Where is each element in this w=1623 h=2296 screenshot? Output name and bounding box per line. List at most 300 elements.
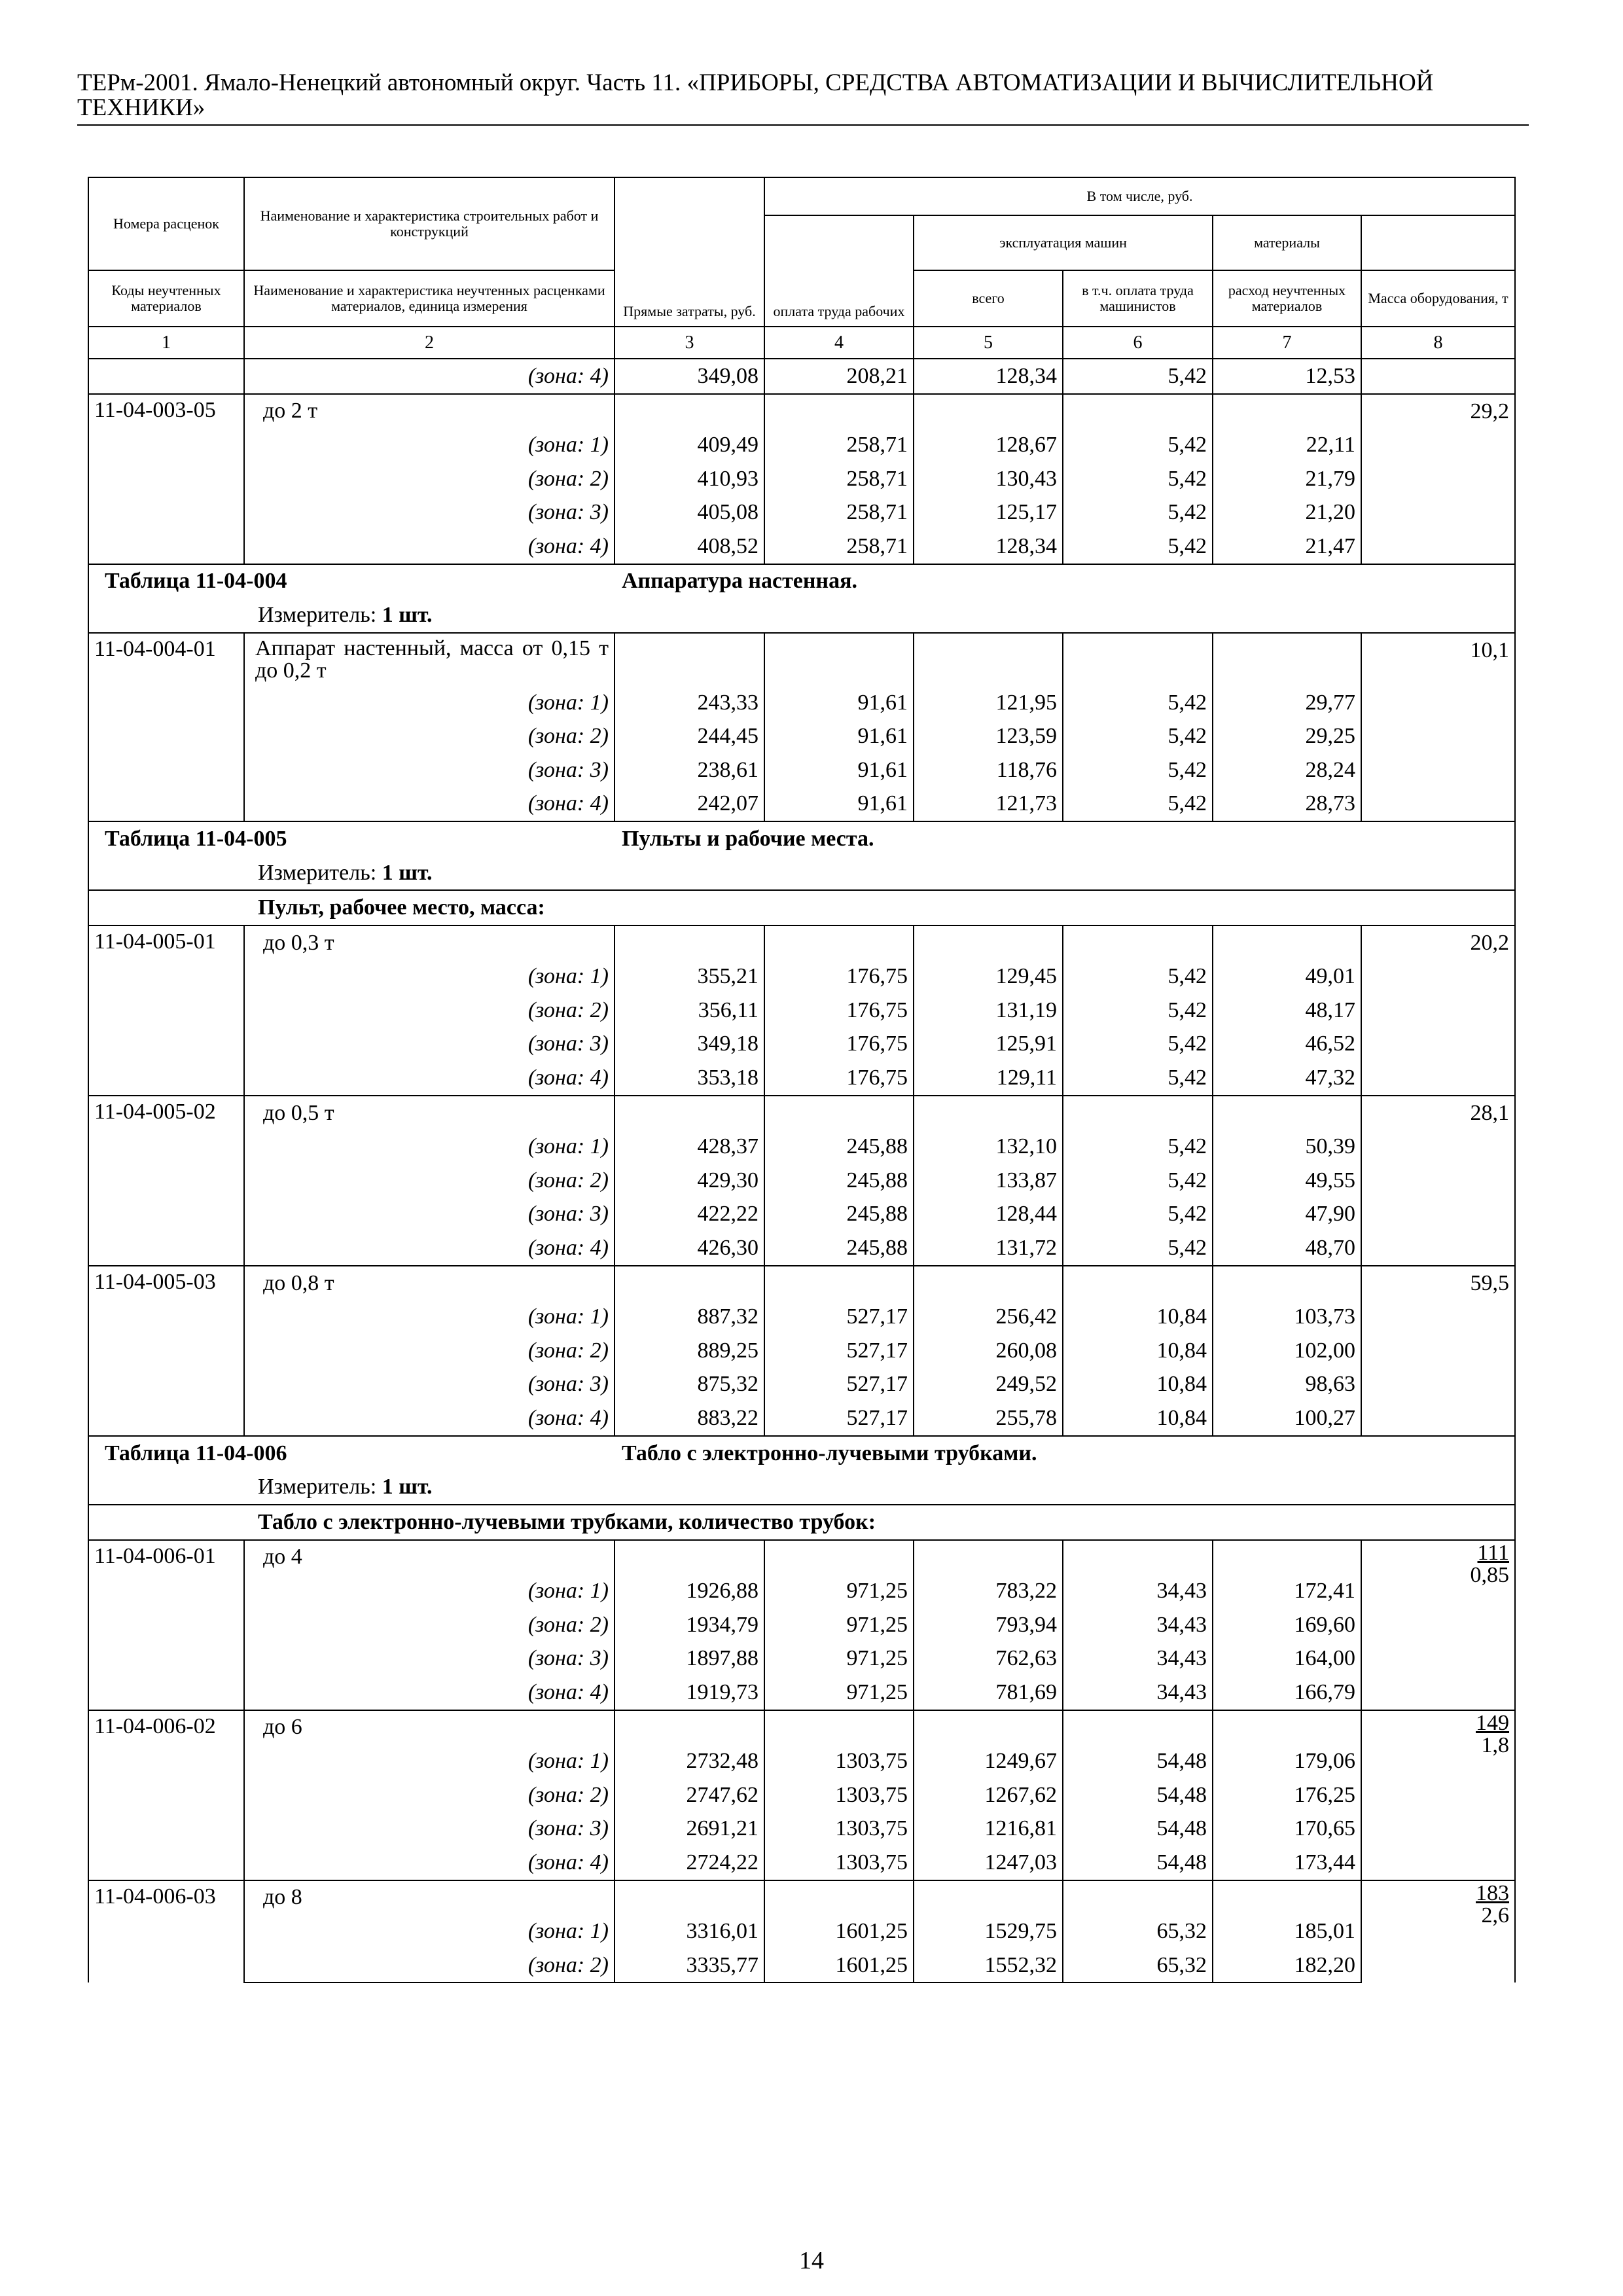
labor-cost: 28,1 [1361,1096,1515,1266]
machine-total: 131,72 [914,1231,1063,1266]
empty-cell [1213,1266,1361,1300]
zone-label: (зона: 4) [244,1231,615,1266]
empty-cell [764,925,914,960]
materials-cost: 48,17 [1213,994,1361,1028]
column-number: 4 [764,327,914,359]
direct-cost: 410,93 [615,462,764,496]
zone-label: (зона: 1) [244,1744,615,1778]
materials-cost: 182,20 [1213,1948,1361,1983]
labor-pay: 1303,75 [764,1812,914,1846]
direct-cost: 1934,79 [615,1608,764,1642]
labor-pay: 527,17 [764,1334,914,1368]
machine-total: 129,11 [914,1061,1063,1096]
item-name: до 0,3 т [244,925,615,960]
machinist-pay: 54,48 [1063,1744,1213,1778]
measure-row [88,598,1515,633]
item-name: до 0,5 т [244,1096,615,1130]
labor-cost: 20,2 [1361,925,1515,1096]
zone-label: (зона: 4) [244,529,615,564]
zone-row [88,1641,1515,1676]
machine-total: 128,34 [914,359,1063,394]
empty-cell [1213,925,1361,960]
machinist-pay: 5,42 [1063,719,1213,753]
labor-cost [1361,1710,1515,1880]
item-row [88,1710,1515,1745]
zone-row [88,719,1515,753]
labor-mass-fraction [1471,1542,1510,1587]
labor-mass-fraction [1476,1712,1509,1757]
labor-pay: 1303,75 [764,1744,914,1778]
materials-cost: 176,25 [1213,1778,1361,1812]
materials-cost: 46,52 [1213,1028,1361,1062]
th-col2-bottom: Наименование и характеристика неучтенных расценками материалов, единица измерения [244,270,615,327]
direct-cost: 244,45 [615,719,764,753]
zone-row [88,529,1515,564]
materials-cost: 102,00 [1213,1334,1361,1368]
zone-row [88,462,1515,496]
machinist-pay: 65,32 [1063,1948,1213,1983]
machine-total: 249,52 [914,1368,1063,1402]
zone-label: (зона: 3) [244,1198,615,1232]
item-name: до 8 [244,1880,615,1915]
machinist-pay: 5,42 [1063,1130,1213,1164]
rates-table [88,177,1516,1983]
machinist-pay: 5,42 [1063,529,1213,564]
zone-row [88,1028,1515,1062]
header-line-2: ТЕХНИКИ» [77,94,205,121]
materials-cost: 49,55 [1213,1164,1361,1198]
materials-cost: 103,73 [1213,1300,1361,1334]
header-line-1: ТЕРм-2001. Ямало-Ненецкий автономный округ. Часть 11. «ПРИБОРЫ, СРЕДСТВА АВТОМАТИЗАЦИИ И ВЫЧИСЛИТЕЛЬНОЙ [77,69,1434,96]
labor-pay: 258,71 [764,529,914,564]
zone-row [88,994,1515,1028]
zone-label: (зона: 3) [244,1028,615,1062]
measure-unit [88,856,1515,891]
labor-pay: 971,25 [764,1608,914,1642]
empty-cell [1213,1540,1361,1575]
materials-cost: 22,11 [1213,428,1361,462]
machinist-pay: 10,84 [1063,1401,1213,1436]
machine-total: 1267,62 [914,1778,1063,1812]
zone-row [88,1164,1515,1198]
labor-cost: 29,2 [1361,394,1515,564]
direct-cost: 889,25 [615,1334,764,1368]
machinist-pay: 5,42 [1063,1164,1213,1198]
th-col3: Прямые затраты, руб. [615,177,764,327]
subtitle-row [88,1505,1515,1540]
rate-code: 11-04-005-03 [88,1266,244,1436]
machinist-pay: 34,43 [1063,1574,1213,1608]
materials-cost: 179,06 [1213,1744,1361,1778]
empty-cell [615,1096,764,1130]
labor-pay: 1601,25 [764,1948,914,1983]
item-row [88,1880,1515,1915]
labor-pay: 245,88 [764,1130,914,1164]
zone-row [88,1061,1515,1096]
table-name: Табло с электронно-лучевыми трубками. [622,1441,1037,1465]
direct-cost: 353,18 [615,1061,764,1096]
item-name: до 2 т [244,394,615,429]
machinist-pay: 54,48 [1063,1846,1213,1880]
materials-cost: 100,27 [1213,1401,1361,1436]
zone-label: (зона: 4) [244,1061,615,1096]
labor-hours: 183 [1476,1880,1510,1905]
machinist-pay: 5,42 [1063,1231,1213,1266]
measure-unit [88,598,1515,633]
empty-cell [1063,1540,1213,1575]
labor-pay: 176,75 [764,960,914,994]
direct-cost: 349,18 [615,1028,764,1062]
empty-cell [1213,1710,1361,1745]
rate-code: 11-04-005-01 [88,925,244,1096]
empty-cell [764,1266,914,1300]
labor-pay: 527,17 [764,1300,914,1334]
materials-cost: 49,01 [1213,960,1361,994]
direct-cost: 1926,88 [615,1574,764,1608]
machine-total: 129,45 [914,960,1063,994]
empty-cell [1063,633,1213,686]
labor-mass-fraction [1476,1882,1509,1927]
table-title [88,821,1515,856]
labor-pay: 527,17 [764,1401,914,1436]
machinist-pay: 5,42 [1063,753,1213,787]
labor-pay: 1601,25 [764,1914,914,1948]
empty-cell [1063,394,1213,429]
item-row [88,1540,1515,1575]
zone-row [88,1744,1515,1778]
labor-pay: 91,61 [764,787,914,822]
machine-total: 131,19 [914,994,1063,1028]
empty-cell [615,633,764,686]
item-row [88,1096,1515,1130]
labor-pay: 971,25 [764,1641,914,1676]
column-number: 8 [1361,327,1515,359]
subtitle-row [88,890,1515,925]
empty-cell [914,925,1063,960]
direct-cost: 243,33 [615,686,764,720]
machine-total: 128,44 [914,1198,1063,1232]
machine-total: 762,63 [914,1641,1063,1676]
materials-cost: 21,20 [1213,495,1361,529]
materials-cost: 28,73 [1213,787,1361,822]
column-number: 3 [615,327,764,359]
machinist-pay: 5,42 [1063,787,1213,822]
empty-cell [615,1880,764,1915]
machine-total: 118,76 [914,753,1063,787]
direct-cost: 1897,88 [615,1641,764,1676]
measure-unit [88,1470,1515,1505]
labor-pay: 91,61 [764,719,914,753]
zone-label: (зона: 2) [244,1948,615,1983]
machine-total: 783,22 [914,1574,1063,1608]
equipment-mass: 2,6 [1481,1903,1510,1928]
empty-cell [1361,359,1515,394]
labor-hours: 149 [1476,1710,1510,1735]
empty-cell [615,925,764,960]
equipment-mass: 1,8 [1481,1732,1510,1757]
table-subtitle: Пульт, рабочее место, масса: [88,890,1515,925]
measure-label: Измеритель: [258,1475,377,1499]
labor-pay: 91,61 [764,753,914,787]
machine-total: 132,10 [914,1130,1063,1164]
machinist-pay: 10,84 [1063,1368,1213,1402]
empty-cell [914,1266,1063,1300]
empty-cell [764,633,914,686]
labor-cost [1361,1880,1515,1983]
labor-pay: 971,25 [764,1574,914,1608]
rate-code: 11-04-004-01 [88,633,244,821]
machinist-pay: 34,43 [1063,1641,1213,1676]
zone-label: (зона: 4) [244,787,615,822]
zone-label: (зона: 4) [244,359,615,394]
zone-label: (зона: 4) [244,1401,615,1436]
th-incl: В том числе, руб. [764,177,1515,215]
labor-pay: 245,88 [764,1231,914,1266]
measure-label: Измеритель: [258,860,377,885]
item-name: до 6 [244,1710,615,1745]
th-col4: оплата труда рабочих [764,215,914,327]
table-id: Таблица 11-04-004 [105,569,287,594]
materials-cost: 170,65 [1213,1812,1361,1846]
machine-total: 128,34 [914,529,1063,564]
zone-row [88,1334,1515,1368]
materials-cost: 21,47 [1213,529,1361,564]
item-row [88,394,1515,429]
machinist-pay: 34,43 [1063,1676,1213,1710]
empty-cell [1063,1710,1213,1745]
labor-cost [1361,1540,1515,1710]
zone-label: (зона: 1) [244,1300,615,1334]
empty-cell [914,1880,1063,1915]
materials-cost: 29,77 [1213,686,1361,720]
labor-pay: 527,17 [764,1368,914,1402]
table-name: Аппаратура настенная. [622,569,857,594]
th-col7: расход неучтенных материалов [1213,270,1361,327]
zone-row [88,1608,1515,1642]
labor-pay: 1303,75 [764,1778,914,1812]
direct-cost: 428,37 [615,1130,764,1164]
machinist-pay: 5,42 [1063,960,1213,994]
machine-total: 1249,67 [914,1744,1063,1778]
zone-row [88,1300,1515,1334]
direct-cost: 429,30 [615,1164,764,1198]
direct-cost: 3316,01 [615,1914,764,1948]
zone-row [88,495,1515,529]
direct-cost: 422,22 [615,1198,764,1232]
zone-label: (зона: 4) [244,1846,615,1880]
materials-cost: 47,32 [1213,1061,1361,1096]
zone-label: (зона: 4) [244,1676,615,1710]
materials-cost: 12,53 [1213,359,1361,394]
table-title-row [88,564,1515,599]
empty-cell [914,1540,1063,1575]
zone-row [88,1846,1515,1880]
zone-label: (зона: 2) [244,1608,615,1642]
direct-cost: 242,07 [615,787,764,822]
zone-label: (зона: 3) [244,495,615,529]
zone-label: (зона: 2) [244,1778,615,1812]
machine-total: 123,59 [914,719,1063,753]
machinist-pay: 5,42 [1063,495,1213,529]
item-name: Аппарат настенный, масса от 0,15 т до 0,2 т [244,633,615,686]
empty-cell [1063,1266,1213,1300]
zone-row [88,428,1515,462]
page-number: 14 [799,2247,824,2274]
zone-label: (зона: 2) [244,1164,615,1198]
labor-pay: 176,75 [764,1061,914,1096]
machine-total: 130,43 [914,462,1063,496]
zone-row [88,359,1515,394]
labor-cost: 10,1 [1361,633,1515,821]
column-number: 5 [914,327,1063,359]
machine-total: 125,91 [914,1028,1063,1062]
machinist-pay: 5,42 [1063,1198,1213,1232]
zone-label: (зона: 1) [244,960,615,994]
table-title [88,1436,1515,1471]
empty-cell [1213,1880,1361,1915]
item-name: до 0,8 т [244,1266,615,1300]
th-col8-bottom: Масса оборудования, т [1361,270,1515,327]
direct-cost: 887,32 [615,1300,764,1334]
column-number: 1 [88,327,244,359]
zone-row [88,1676,1515,1710]
direct-cost: 3335,77 [615,1948,764,1983]
machinist-pay: 10,84 [1063,1334,1213,1368]
empty-cell [914,633,1063,686]
measure-label: Измеритель: [258,602,377,627]
direct-cost: 238,61 [615,753,764,787]
machine-total: 133,87 [914,1164,1063,1198]
measure-row [88,856,1515,891]
zone-row [88,1574,1515,1608]
direct-cost: 875,32 [615,1368,764,1402]
zone-row [88,1778,1515,1812]
zone-label: (зона: 2) [244,719,615,753]
materials-cost: 185,01 [1213,1914,1361,1948]
th-col1-top: Номера расценок [88,177,244,270]
machine-total: 256,42 [914,1300,1063,1334]
zone-row [88,1401,1515,1436]
direct-cost: 405,08 [615,495,764,529]
empty-cell [914,1096,1063,1130]
zone-row [88,1914,1515,1948]
zone-label: (зона: 2) [244,994,615,1028]
machinist-pay: 54,48 [1063,1812,1213,1846]
empty-cell [1213,1096,1361,1130]
machinist-pay: 5,42 [1063,1028,1213,1062]
empty-cell [615,1266,764,1300]
zone-row [88,753,1515,787]
machine-total: 1247,03 [914,1846,1063,1880]
labor-pay: 1303,75 [764,1846,914,1880]
direct-cost: 2732,48 [615,1744,764,1778]
labor-pay: 245,88 [764,1198,914,1232]
zone-label: (зона: 3) [244,1368,615,1402]
item-row [88,633,1515,686]
machinist-pay: 65,32 [1063,1914,1213,1948]
th-machines: эксплуатация машин [914,215,1213,270]
column-number: 2 [244,327,615,359]
empty-cell [764,394,914,429]
empty-cell [914,1710,1063,1745]
machine-total: 1529,75 [914,1914,1063,1948]
materials-cost: 169,60 [1213,1608,1361,1642]
direct-cost: 2747,62 [615,1778,764,1812]
labor-pay: 208,21 [764,359,914,394]
measure-value: 1 шт. [382,1475,433,1499]
item-row [88,925,1515,960]
labor-pay: 971,25 [764,1676,914,1710]
materials-cost: 28,24 [1213,753,1361,787]
direct-cost: 408,52 [615,529,764,564]
machinist-pay: 5,42 [1063,359,1213,394]
zone-label: (зона: 1) [244,1574,615,1608]
direct-cost: 355,21 [615,960,764,994]
direct-cost: 2691,21 [615,1812,764,1846]
rate-code: 11-04-005-02 [88,1096,244,1266]
rate-code: 11-04-003-05 [88,394,244,564]
labor-cost: 59,5 [1361,1266,1515,1436]
machine-total: 121,73 [914,787,1063,822]
materials-cost: 47,90 [1213,1198,1361,1232]
materials-cost: 48,70 [1213,1231,1361,1266]
machinist-pay: 54,48 [1063,1778,1213,1812]
table-id: Таблица 11-04-005 [105,826,287,851]
zone-label: (зона: 2) [244,462,615,496]
materials-cost: 29,25 [1213,719,1361,753]
page-header [77,71,1529,126]
machine-total: 1216,81 [914,1812,1063,1846]
machine-total: 781,69 [914,1676,1063,1710]
measure-value: 1 шт. [382,860,433,885]
rate-code: 11-04-006-03 [88,1880,244,1983]
zone-row [88,1231,1515,1266]
machine-total: 121,95 [914,686,1063,720]
measure-value: 1 шт. [382,602,433,627]
zone-row [88,1198,1515,1232]
zone-row [88,686,1515,720]
materials-cost: 98,63 [1213,1368,1361,1402]
labor-pay: 176,75 [764,1028,914,1062]
machinist-pay: 5,42 [1063,1061,1213,1096]
th-col5: всего [914,270,1063,327]
measure-row [88,1470,1515,1505]
column-number: 6 [1063,327,1213,359]
empty-cell [764,1880,914,1915]
th-col6: в т.ч. оплата труда машинистов [1063,270,1213,327]
table-subtitle: Табло с электронно-лучевыми трубками, количество трубок: [88,1505,1515,1540]
direct-cost: 883,22 [615,1401,764,1436]
th-col1-bottom: Коды неучтенных материалов [88,270,244,327]
direct-cost: 2724,22 [615,1846,764,1880]
labor-hours: 111 [1477,1540,1510,1565]
labor-pay: 245,88 [764,1164,914,1198]
materials-cost: 173,44 [1213,1846,1361,1880]
direct-cost: 409,49 [615,428,764,462]
empty-cell [1063,1880,1213,1915]
machine-total: 255,78 [914,1401,1063,1436]
empty-cell [615,1540,764,1575]
zone-row [88,787,1515,822]
empty-cell [615,394,764,429]
zone-row [88,960,1515,994]
zone-row [88,1368,1515,1402]
item-name: до 4 [244,1540,615,1575]
th-materials: материалы [1213,215,1361,270]
materials-cost: 21,79 [1213,462,1361,496]
machine-total: 260,08 [914,1334,1063,1368]
machine-total: 125,17 [914,495,1063,529]
